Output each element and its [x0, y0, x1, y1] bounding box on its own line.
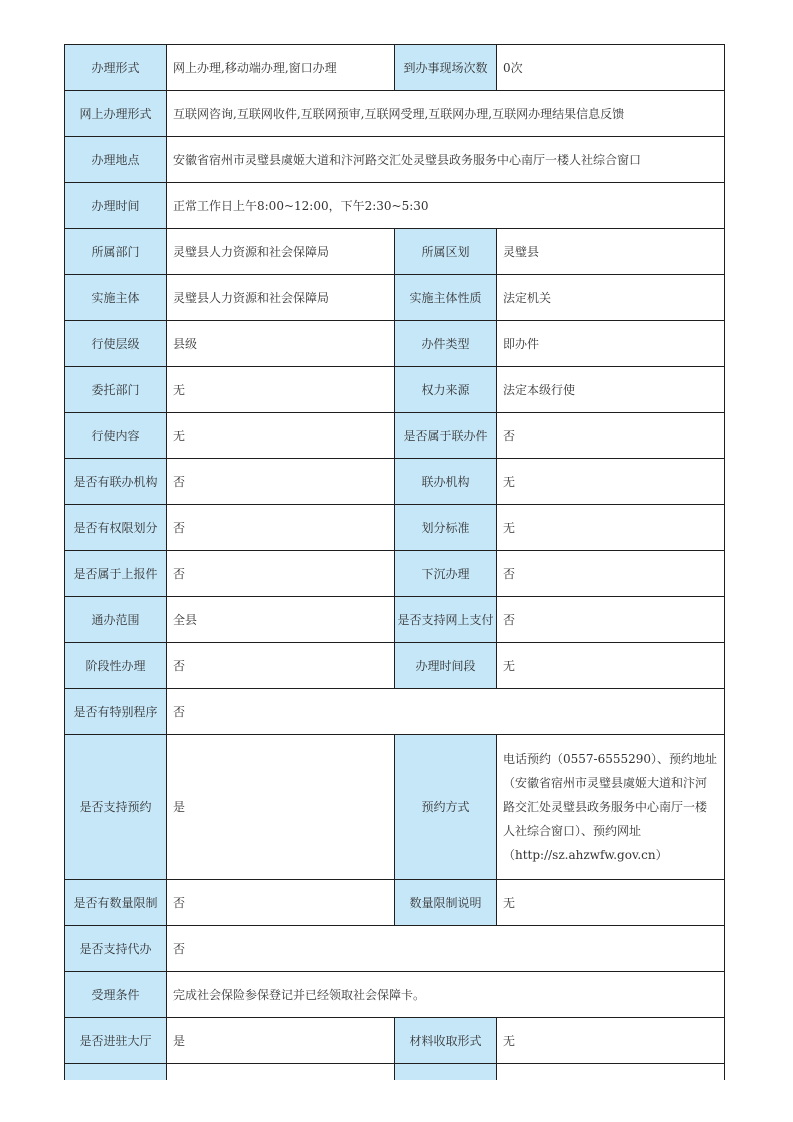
field-label: 到办事现场次数	[395, 45, 497, 91]
field-value: 否	[167, 926, 725, 972]
field-value: 灵璧县人力资源和社会保障局	[167, 229, 395, 275]
table-row	[65, 551, 725, 597]
table-row	[65, 505, 725, 551]
field-label: 受理条件	[65, 972, 167, 1018]
field-label: 所属部门	[65, 229, 167, 275]
field-label: 材料收取形式	[395, 1018, 497, 1064]
field-value: 法定本级行使	[497, 367, 725, 413]
table-row	[65, 689, 725, 735]
field-value: 无	[497, 459, 725, 505]
field-label: 是否有特别程序	[65, 689, 167, 735]
field-value: 即办件	[497, 321, 725, 367]
field-label: 是否有数量限制	[65, 880, 167, 926]
field-label: 是否支持网上支付	[395, 597, 497, 643]
field-label	[395, 1064, 497, 1080]
table-row	[65, 367, 725, 413]
field-label: 办理时间	[65, 183, 167, 229]
field-value: 安徽省宿州市灵璧县虞姬大道和汴河路交汇处灵璧县政务服务中心南厅一楼人社综合窗口	[167, 137, 725, 183]
field-label: 办理形式	[65, 45, 167, 91]
field-value: 完成社会保险参保登记并已经领取社会保障卡。	[167, 972, 725, 1018]
field-value: 否	[497, 597, 725, 643]
field-value: 否	[167, 689, 725, 735]
field-label: 是否支持代办	[65, 926, 167, 972]
table-row	[65, 972, 725, 1018]
field-value: 否	[167, 643, 395, 689]
field-value: 否	[167, 551, 395, 597]
table-row	[65, 229, 725, 275]
field-value	[167, 1064, 395, 1080]
field-label: 是否有权限划分	[65, 505, 167, 551]
field-label: 数量限制说明	[395, 880, 497, 926]
field-value: 无	[497, 880, 725, 926]
field-label: 行使内容	[65, 413, 167, 459]
table-row	[65, 137, 725, 183]
table-row	[65, 413, 725, 459]
field-value: 灵璧县人力资源和社会保障局	[167, 275, 395, 321]
table-row	[65, 1018, 725, 1064]
field-label: 办理时间段	[395, 643, 497, 689]
table-row	[65, 459, 725, 505]
field-label: 通办范围	[65, 597, 167, 643]
field-label: 委托部门	[65, 367, 167, 413]
service-info-table	[64, 44, 725, 1080]
field-value: 县级	[167, 321, 395, 367]
field-label: 联办机构	[395, 459, 497, 505]
table-row	[65, 926, 725, 972]
field-label: 是否属于上报件	[65, 551, 167, 597]
table-row	[65, 91, 725, 137]
field-value: 电话预约（0557-6555290）、预约地址（安徽省宿州市灵璧县虞姬大道和汴河路交汇处灵璧县政务服务中心南厅一楼人社综合窗口）、预约网址（http://sz.ahzwfw.gov.cn）	[497, 735, 725, 880]
field-label: 预约方式	[395, 735, 497, 880]
field-label: 下沉办理	[395, 551, 497, 597]
field-value: 无	[497, 643, 725, 689]
table-row	[65, 45, 725, 91]
field-label: 是否有联办机构	[65, 459, 167, 505]
field-value: 否	[167, 505, 395, 551]
field-value: 互联网咨询,互联网收件,互联网预审,互联网受理,互联网办理,互联网办理结果信息反馈	[167, 91, 725, 137]
field-label: 行使层级	[65, 321, 167, 367]
field-label	[65, 1064, 167, 1080]
field-label: 网上办理形式	[65, 91, 167, 137]
field-label: 是否支持预约	[65, 735, 167, 880]
table-body	[65, 45, 725, 1080]
field-label: 实施主体	[65, 275, 167, 321]
table-row	[65, 183, 725, 229]
field-value: 全县	[167, 597, 395, 643]
field-value: 法定机关	[497, 275, 725, 321]
table-row	[65, 597, 725, 643]
field-label: 办件类型	[395, 321, 497, 367]
field-label: 是否进驻大厅	[65, 1018, 167, 1064]
table-row	[65, 880, 725, 926]
field-label: 权力来源	[395, 367, 497, 413]
field-value: 否	[167, 459, 395, 505]
table-row	[65, 1064, 725, 1080]
field-value: 是	[167, 1018, 395, 1064]
table-row	[65, 321, 725, 367]
field-value: 无	[167, 367, 395, 413]
field-value: 无	[497, 1018, 725, 1064]
field-label: 阶段性办理	[65, 643, 167, 689]
field-label: 办理地点	[65, 137, 167, 183]
field-value: 否	[167, 880, 395, 926]
field-value	[497, 1064, 725, 1080]
field-label: 划分标准	[395, 505, 497, 551]
field-value: 灵璧县	[497, 229, 725, 275]
field-value: 正常工作日上午8:00~12:00，下午2:30~5:30	[167, 183, 725, 229]
table-row	[65, 275, 725, 321]
table-row	[65, 643, 725, 689]
field-label: 实施主体性质	[395, 275, 497, 321]
field-value: 0次	[497, 45, 725, 91]
field-value: 网上办理,移动端办理,窗口办理	[167, 45, 395, 91]
field-value: 无	[497, 505, 725, 551]
field-value: 无	[167, 413, 395, 459]
field-value: 否	[497, 551, 725, 597]
field-value: 是	[167, 735, 395, 880]
table-row	[65, 735, 725, 880]
field-label: 是否属于联办件	[395, 413, 497, 459]
field-value: 否	[497, 413, 725, 459]
field-label: 所属区划	[395, 229, 497, 275]
